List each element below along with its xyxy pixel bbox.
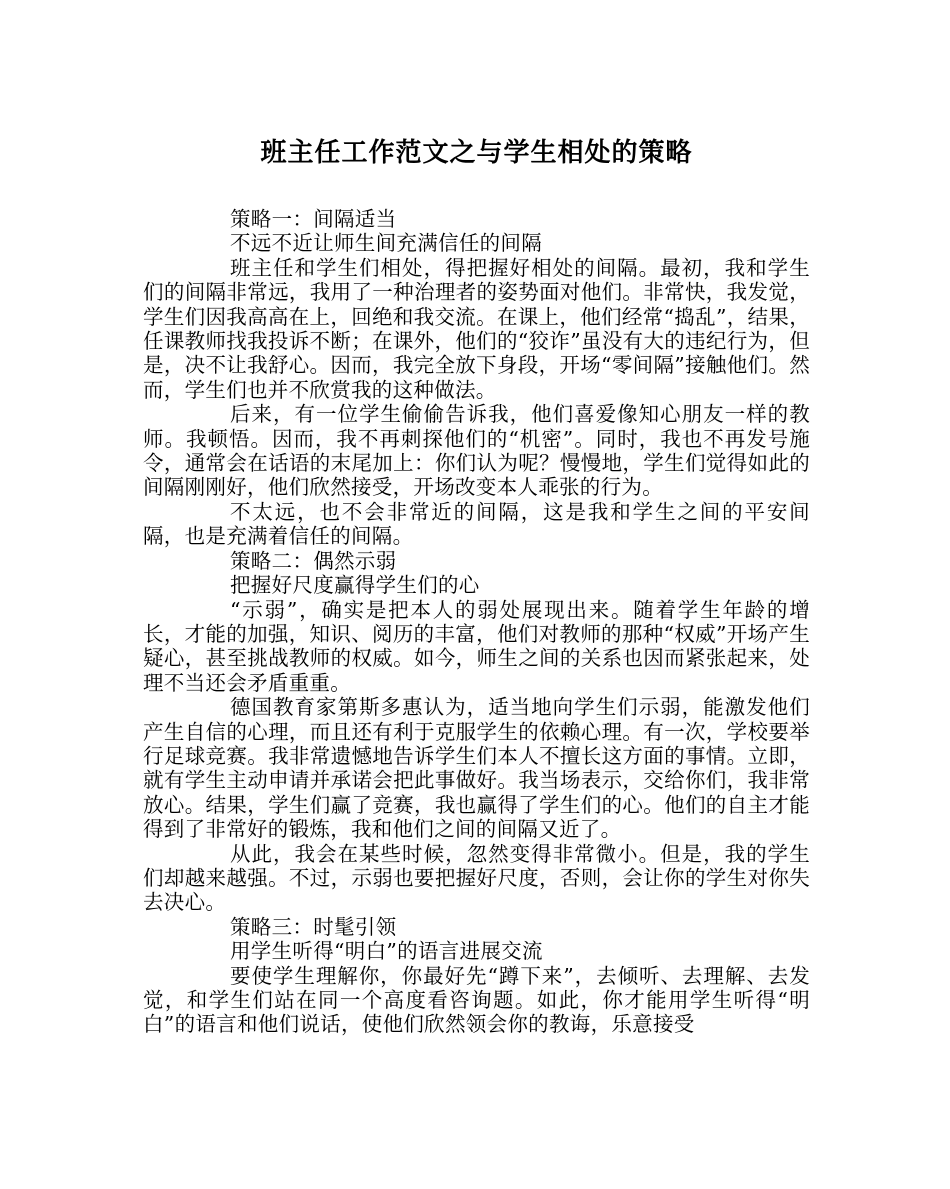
body-paragraph: 要使学生理解你，你最好先“蹲下来”，去倾听、去理解、去发觉，和学生们站在同一个高度看咨询题。如此，你才能用学生听得“明白”的语言和他们说话，使他们欣然领会你的教诲，乐意接受 — [143, 963, 810, 1037]
body-paragraph: 班主任和学生们相处，得把握好相处的间隔。最初，我和学生们的间隔非常远，我用了一种治理者的姿势面对他们。非常快，我发觉，学生们因我高高在上，回绝和我交流。在课上，他们经常“捣乱”，结果，任课教师找我投诉不断；在课外，他们的“狡诈”虽没有大的违纪行为，但是，决不让我舒心。因而，我完全放下身段，开场“零间隔”接触他们。然而，学生们也并不欣赏我的这种做法。 — [143, 255, 810, 402]
body-paragraph: “示弱”，确实是把本人的弱处展现出来。随着学生年龄的增长，才能的加强，知识、阅历的丰富，他们对教师的那种“权威”开场产生疑心，甚至挑战教师的权威。如今，师生之间的关系也因而紧张起来，处理不当还会矛盾重重。 — [143, 597, 810, 695]
document-body — [143, 207, 810, 1037]
section-heading-2: 策略二：偶然示弱 — [230, 548, 397, 573]
body-paragraph: 后来，有一位学生偷偷告诉我，他们喜爱像知心朋友一样的教师。我顿悟。因而，我不再刺探他们的“机密”。同时，我也不再发号施令，通常会在话语的末尾加上：你们认为呢？慢慢地，学生们觉得如此的间隔刚刚好，他们欣然接受，开场改变本人乖张的行为。 — [143, 402, 810, 500]
section-heading-1: 策略一：间隔适当 — [230, 207, 397, 231]
section-heading-3: 策略三：时髦引领 — [230, 914, 397, 939]
section-subheading-2: 把握好尺度赢得学生们的心 — [230, 573, 480, 598]
document-page — [143, 0, 810, 1037]
body-paragraph: 德国教育家第斯多惠认为，适当地向学生们示弱，能激发他们产生自信的心理，而且还有利于克服学生的依赖心理。有一次，学校要举行足球竞赛。我非常遗憾地告诉学生们本人不擅长这方面的事情。立即，就有学生主动申请并承诺会把此事做好。我当场表示，交给你们，我非常放心。结果，学生们赢了竞赛，我也赢得了学生们的心。他们的自主才能得到了非常好的锻炼，我和他们之间的间隔又近了。 — [143, 695, 810, 842]
body-paragraph: 不太远，也不会非常近的间隔，这是我和学生之间的平安间隔，也是充满着信任的间隔。 — [143, 499, 810, 549]
body-paragraph: 从此，我会在某些时候，忽然变得非常微小。但是，我的学生们却越来越强。不过，示弱也要把握好尺度，否则，会让你的学生对你失去决心。 — [143, 841, 810, 915]
section-subheading-3: 用学生听得“明白”的语言进展交流 — [230, 939, 543, 964]
document-title: 班主任工作范文之与学生相处的策略 — [260, 138, 693, 168]
section-subheading-1: 不远不近让师生间充满信任的间隔 — [230, 231, 542, 256]
